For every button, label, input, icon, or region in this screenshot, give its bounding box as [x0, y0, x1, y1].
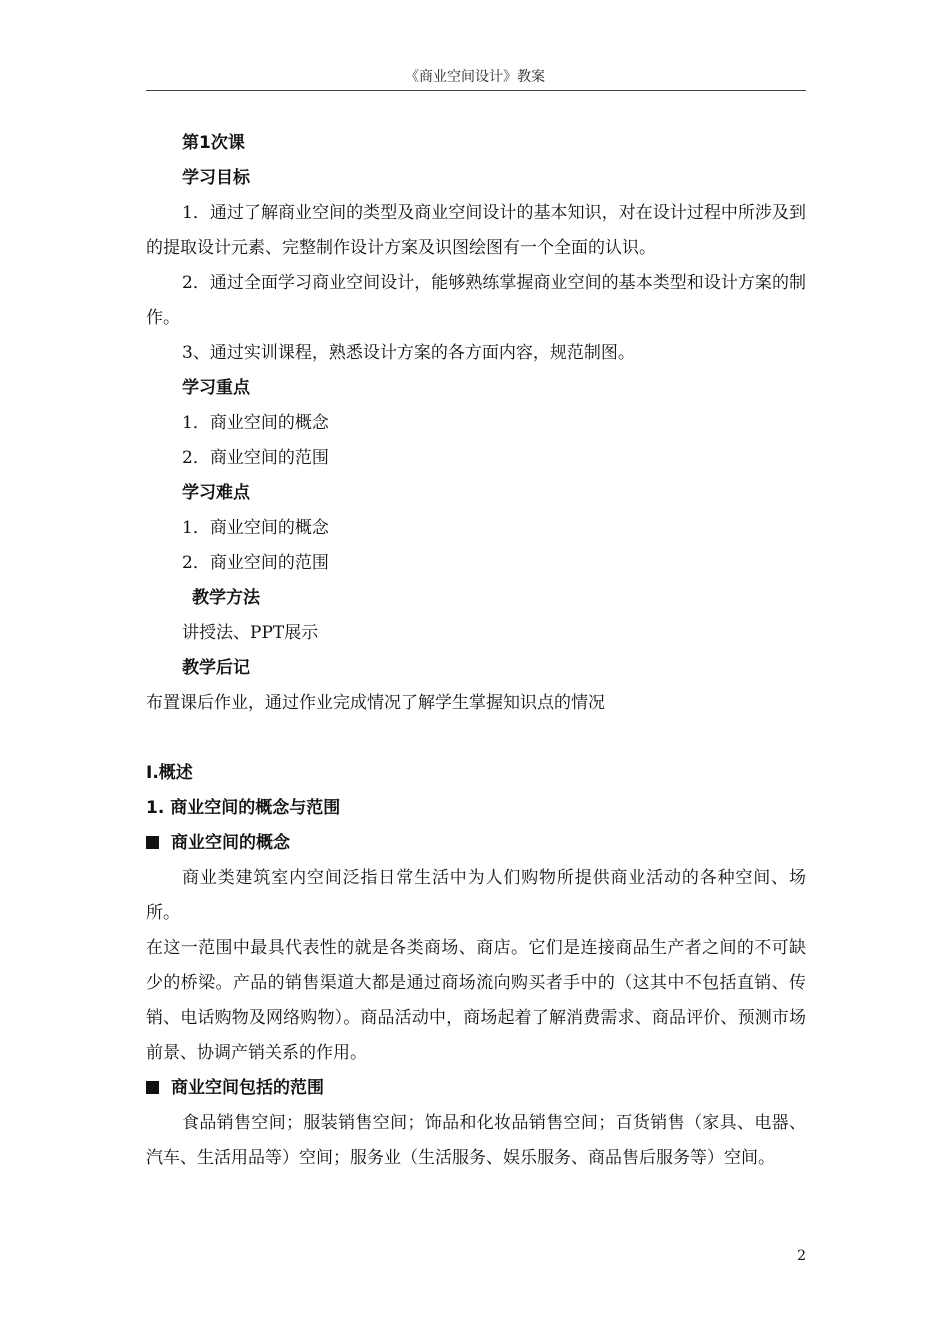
- difficulty-item: 1．商业空间的概念: [182, 518, 329, 538]
- method-title: 教学方法: [192, 588, 260, 608]
- square-bullet-icon: [146, 1081, 159, 1094]
- document-body: [146, 126, 806, 1176]
- key-point-item: 2．商业空间的范围: [182, 448, 329, 468]
- method-text: 讲授法、PPT展示: [182, 623, 319, 643]
- scope-paragraph: 食品销售空间；服装销售空间；饰品和化妆品销售空间；百货销售（家具、电器、汽车、生活用品等）空间；服务业（生活服务、娱乐服务、商品售后服务等）空间。: [146, 1113, 806, 1168]
- key-point-item: 1．商业空间的概念: [182, 413, 329, 433]
- postscript-title: 教学后记: [182, 658, 250, 678]
- objective-item: 1．通过了解商业空间的类型及商业空间设计的基本知识，对在设计过程中所涉及到的提取设计元素、完整制作设计方案及识图绘图有一个全面的认识。: [146, 203, 806, 258]
- concept-paragraph: 在这一范围中最具代表性的就是各类商场、商店。它们是连接商品生产者之间的不可缺少的桥梁。产品的销售渠道大都是通过商场流向购买者手中的（这其中不包括直销、传销、电话购物及网络购物）。商品活动中，商场起着了解消费需求、商品评价、预测市场前景、协调产销关系的作用。: [146, 938, 806, 1063]
- concept-heading: [146, 826, 806, 861]
- concept-title: 商业空间的概念: [171, 833, 290, 853]
- postscript-text: 布置课后作业，通过作业完成情况了解学生掌握知识点的情况: [146, 693, 605, 713]
- page-number: 2: [797, 1248, 806, 1264]
- square-bullet-icon: [146, 836, 159, 849]
- objectives-title: 学习目标: [182, 168, 250, 188]
- section-title: Ⅰ.概述: [146, 763, 193, 783]
- spacer: [146, 721, 806, 756]
- scope-title: 商业空间包括的范围: [171, 1078, 324, 1098]
- difficulties-title: 学习难点: [182, 483, 250, 503]
- concept-paragraph: 商业类建筑室内空间泛指日常生活中为人们购物所提供商业活动的各种空间、场所。: [146, 868, 806, 923]
- objective-item: 3、通过实训课程，熟悉设计方案的各方面内容，规范制图。: [182, 343, 635, 363]
- key-points-title: 学习重点: [182, 378, 250, 398]
- objective-item: 2．通过全面学习商业空间设计，能够熟练掌握商业空间的基本类型和设计方案的制作。: [146, 273, 806, 328]
- page-header: 《商业空间设计》教案: [405, 69, 545, 85]
- header-divider: [146, 90, 806, 91]
- section-subtitle: 1. 商业空间的概念与范围: [146, 798, 341, 818]
- difficulty-item: 2．商业空间的范围: [182, 553, 329, 573]
- lesson-heading: 第1次课: [182, 133, 245, 153]
- scope-heading: [146, 1071, 806, 1106]
